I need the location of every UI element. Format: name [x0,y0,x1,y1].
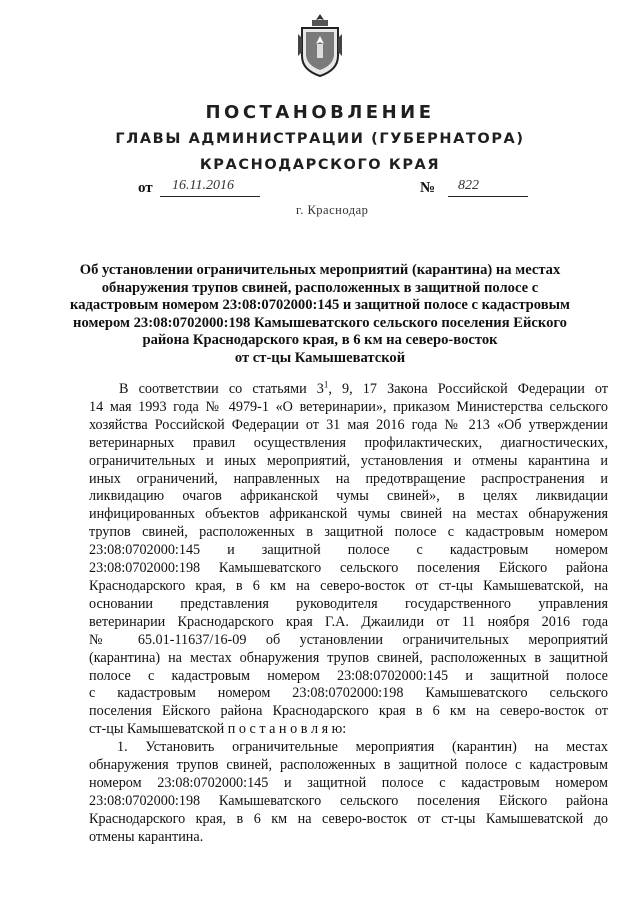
body-line: Краснодарского края, в 6 км на северо-восток от ст-цы Камышеватской, на [89,577,608,594]
body-line: основании представления руководителя государственного управления [89,595,608,612]
number-underline [448,196,528,197]
body-text-fragment: , 9, 17 Закона Российской Федерации от [328,381,608,397]
city-label: г. Краснодар [296,203,369,217]
title-line: номером 23:08:0702000:198 Камышеватского сельского поселения Ейского [73,314,567,331]
body-line: ветеринарии Краснодарского края Г.А. Джаилиди от 11 ноября 2016 года [89,613,608,630]
region-heading: КРАСНОДАРСКОГО КРАЯ [199,157,441,173]
item-line: 1. Установить ограничительные мероприятия (карантин) на местах [117,739,608,756]
body-line: инфицированных объектов африканской чумы свиней на местах обнаружения [89,506,608,523]
title-line: кадастровым номером 23:08:0702000:145 и защитной полосе с кадастровым [70,297,570,313]
body-text-fragment: ст-цы Камышеватской [89,721,228,738]
body-line: 14 мая 1993 года № 4979-1 «О ветеринарии», приказом Министерства сельского [89,398,608,415]
number-value: 822 [458,178,479,193]
body-line: ветеринарных правил осуществления профилактических, диагностических, [89,434,608,451]
item-line: 23:08:0702000:198 Камышеватского сельского поселения Ейского района [89,792,608,809]
body-line: (карантина) на местах обнаружения трупов свиней, расположенных в защитной [89,649,608,666]
date-value: 16.11.2016 [172,178,234,193]
date-prefix: от [138,180,153,196]
title-line: Об установлении ограничительных мероприятий (карантина) на местах [79,262,561,278]
body-line [89,381,608,399]
item-line: номером 23:08:0702000:145 и защитной полосе с кадастровым номером [89,774,608,791]
coat-of-arms-emblem [296,12,344,78]
document-title [70,262,570,367]
body-line: полосе с кадастровым номером 23:08:0702000:145 и защитной полосе [89,667,608,684]
body-line: ограничительных и иных мероприятий, установления и отмены карантина и [89,452,608,469]
body-line: 23:08:0702000:198 Камышеватского сельского поселения Ейского района [89,560,608,577]
document-body [89,381,608,847]
body-line: № 65.01-11637/16-09 об установлении ограничительных мероприятий [89,631,608,648]
issuer-heading: ГЛАВЫ АДМИНИСТРАЦИИ (ГУБЕРНАТОРА) [115,131,525,147]
document-type-heading: ПОСТАНОВЛЕНИЕ [205,102,435,123]
title-line: от ст-цы Камышеватской [234,349,406,366]
body-line: 23:08:0702000:145 и защитной полосе с кадастровым номером [89,542,608,559]
item-line: обнаружения трупов свиней, расположенных в защитной полосе с кадастровым [89,757,608,774]
resolution-keyword: п о с т а н о в л я ю: [227,721,347,738]
body-line: поселения Ейского района Краснодарского края в 6 км на северо-восток от [89,703,608,720]
number-prefix: № [420,180,436,196]
body-line: иных ограничений, направленных на предотвращение распространения и [89,470,608,487]
date-underline [160,196,260,197]
body-line: ликвидацию очагов африканской чумы свиней», в целях ликвидации [89,488,608,505]
body-line: хозяйства Российской Федерации от 31 мая 2016 года № 213 «Об утверждении [89,416,608,433]
item-line: Краснодарского края, в 6 км на северо-восток от ст-цы Камышеватской до [89,810,608,827]
body-line [89,721,608,739]
body-line: трупов свиней, расположенных в защитной полосе с кадастровым номером [89,524,608,541]
item-line: отмены карантина. [89,828,204,845]
body-line: с кадастровым номером 23:08:0702000:198 Камышеватского сельского [89,685,608,702]
body-text-fragment: В соответствии со статьями 3 [119,381,324,397]
title-line: обнаружения трупов свиней, расположенных в защитной полосе с [101,279,539,296]
title-line: района Краснодарского края, в 6 км на северо-восток [142,332,498,348]
superscript: 1 [323,379,329,390]
